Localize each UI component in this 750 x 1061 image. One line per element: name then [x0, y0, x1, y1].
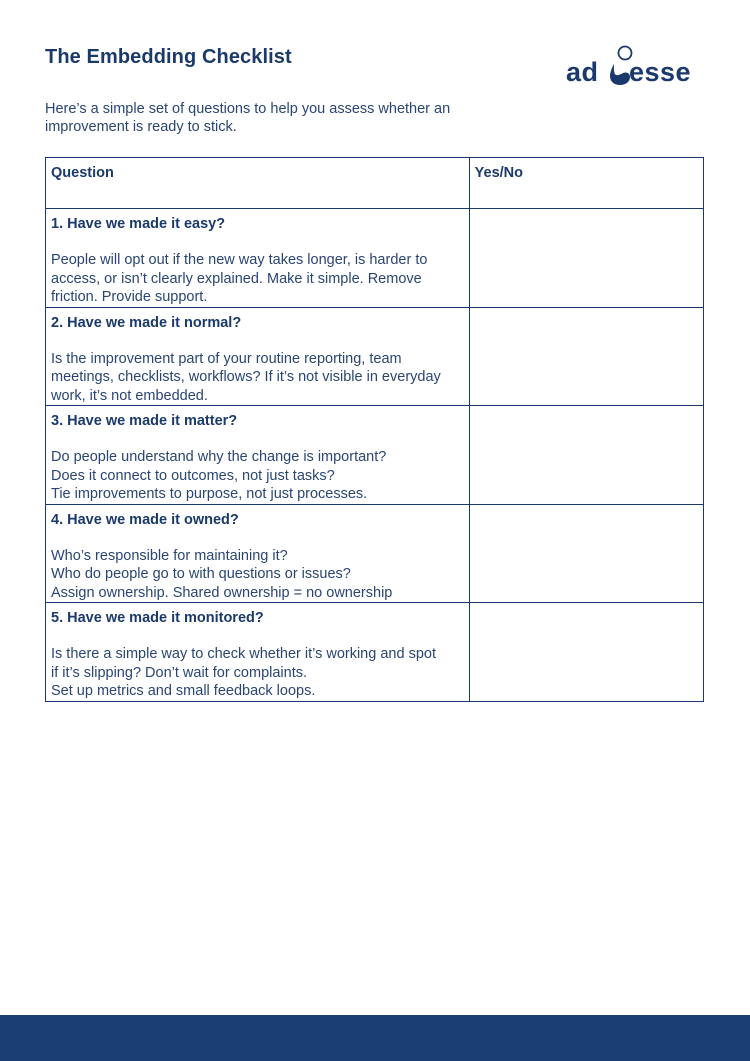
table-row	[46, 504, 704, 603]
question-cell-monitored	[46, 603, 470, 702]
question-description: Who’s responsible for maintaining it? Who do people go to with questions or issues? Assign ownership. Shared ownership = no ownership	[51, 547, 393, 601]
question-title: 2. Have we made it normal?	[51, 314, 242, 331]
intro-line: Here’s a simple set of questions to help you assess whether an	[45, 101, 451, 117]
embedding-checklist-table	[45, 157, 704, 702]
question-cell-easy	[46, 209, 470, 308]
intro-paragraph	[45, 100, 505, 136]
answer-cell-normal[interactable]	[469, 307, 703, 406]
footer-band	[0, 1015, 750, 1061]
answer-cell-monitored[interactable]	[469, 603, 703, 702]
logo-text-left: ad	[566, 57, 599, 87]
question-description: People will opt out if the new way takes longer, is harder to access, or isn’t clearly explained. Make it simple. Remove friction. Provide support.	[51, 252, 428, 305]
answer-cell-easy[interactable]	[469, 209, 703, 308]
question-title: 3. Have we made it matter?	[51, 413, 238, 429]
table-header-row	[46, 158, 704, 209]
table-row	[46, 307, 704, 406]
question-title: 1. Have we made it easy?	[51, 216, 226, 232]
question-column-header: Question	[46, 158, 470, 209]
question-cell-normal	[46, 307, 470, 406]
adesse-logo	[566, 44, 706, 88]
question-description: Is the improvement part of your routine reporting, team meetings, checklists, workflows? If it’s not visible in everyday work, it’s not embedded.	[51, 350, 441, 404]
answer-cell-matter[interactable]	[469, 406, 703, 505]
question-cell-owned	[46, 504, 470, 603]
table-row	[46, 406, 704, 505]
yes-no-column-header: Yes/No	[469, 158, 703, 209]
logo-text-right: esse	[629, 57, 692, 87]
question-cell-matter	[46, 406, 470, 505]
question-description: Do people understand why the change is important? Does it connect to outcomes, not just tasks? Tie improvements to purpose, not just processes.	[51, 449, 387, 502]
question-title: 4. Have we made it owned?	[51, 511, 239, 528]
answer-cell-owned[interactable]	[469, 504, 703, 603]
page-title: The Embedding Checklist	[45, 46, 292, 68]
table-row	[46, 603, 704, 702]
intro-line: improvement is ready to stick.	[45, 119, 237, 135]
question-title: 5. Have we made it monitored?	[51, 610, 264, 626]
table-row	[46, 209, 704, 308]
question-description: Is there a simple way to check whether it’s working and spot if it’s slipping? Don’t wait for complaints. Set up metrics and small feedback loops.	[51, 646, 436, 699]
